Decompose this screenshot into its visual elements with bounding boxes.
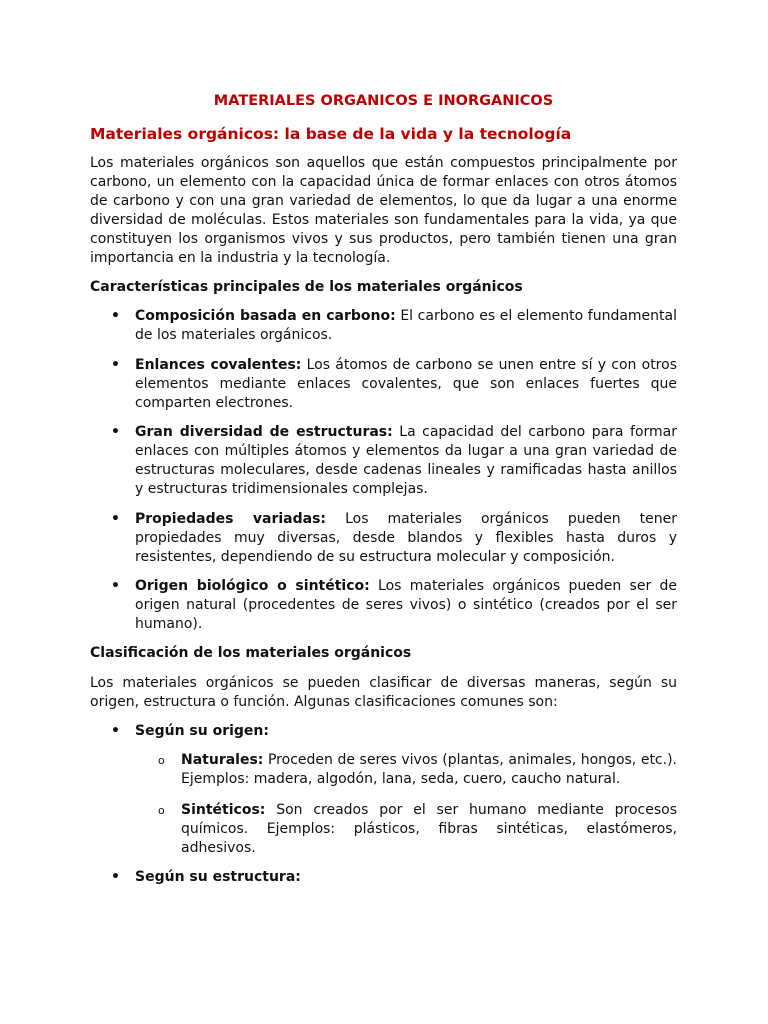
- structure-label: Según su estructura:: [135, 869, 301, 885]
- classification-heading: Clasificación de los materiales orgánicos: [90, 645, 412, 661]
- item-term: Origen biológico o sintético:: [135, 578, 370, 594]
- list-item: [111, 868, 677, 887]
- characteristics-heading: Características principales de los materiales orgánicos: [90, 279, 523, 295]
- origin-label: Según su origen:: [135, 723, 269, 739]
- list-item: [111, 577, 677, 634]
- list-item: [111, 722, 677, 741]
- classification-intro: Los materiales orgánicos se pueden clasificar de diversas maneras, según su origen, estructura o función. Algunas clasificaciones comunes son:: [90, 675, 677, 710]
- intro-paragraph: Los materiales orgánicos son aquellos que están compuestos principalmente por carbono, un elemento con la capacidad única de formar enlaces con otros átomos de carbono y con una gran variedad de elementos, lo que da lugar a una enorme diversidad de moléculas. Estos materiales son fundamentales para la vida, ya que constituyen los organismos vivos y sus productos, pero también tienen una gran importancia en la industria y la tecnología.: [90, 155, 677, 266]
- sub-list-item: [158, 801, 677, 858]
- list-item: [111, 510, 677, 567]
- item-term: Enlances covalentes:: [135, 357, 302, 373]
- item-text: Los materiales orgánicos pueden tener propiedades muy diversas, desde blandos y flexibles hasta duros y resistentes, dependiendo de su estructura molecular y composición.: [135, 511, 677, 565]
- item-text: Los materiales orgánicos pueden ser de origen natural (procedentes de seres vivos) o sintético (creados por el ser humano).: [135, 578, 677, 632]
- bullet-icon: •: [111, 869, 120, 885]
- item-term: Sintéticos:: [181, 802, 266, 818]
- item-term: Naturales:: [181, 752, 264, 768]
- bullet-icon: •: [111, 424, 120, 440]
- item-text: La capacidad del carbono para formar enlaces con múltiples átomos y elementos da lugar a una gran variedad de estructuras moleculares, desde cadenas lineales y ramificadas hasta anillos y estructuras tridimensionales complejas.: [135, 424, 677, 497]
- bullet-icon: •: [111, 511, 120, 527]
- section-title: Materiales orgánicos: la base de la vida y la tecnología: [90, 125, 572, 143]
- list-item: [111, 423, 677, 499]
- item-text: Los átomos de carbono se unen entre sí y con otros elementos mediante enlaces covalentes, que son enlaces fuertes que comparten electrones.: [135, 357, 677, 411]
- item-term: Composición basada en carbono:: [135, 308, 396, 324]
- document-title: MATERIALES ORGANICOS E INORGANICOS: [213, 93, 554, 109]
- circle-bullet-icon: o: [158, 754, 165, 767]
- bullet-icon: •: [111, 357, 120, 373]
- bullet-icon: •: [111, 723, 120, 739]
- list-item: [111, 307, 677, 345]
- item-term: Gran diversidad de estructuras:: [135, 424, 393, 440]
- bullet-icon: •: [111, 308, 120, 324]
- sub-list-item: [158, 751, 677, 789]
- circle-bullet-icon: o: [158, 804, 165, 817]
- list-item: [111, 356, 677, 413]
- item-term: Propiedades variadas:: [135, 511, 327, 527]
- item-text: El carbono es el elemento fundamental de los materiales orgánicos.: [135, 308, 677, 343]
- item-text: Son creados por el ser humano mediante procesos químicos. Ejemplos: plásticos, fibras sintéticas, elastómeros, adhesivos.: [181, 802, 677, 856]
- bullet-icon: •: [111, 578, 120, 594]
- item-text: Proceden de seres vivos (plantas, animales, hongos, etc.). Ejemplos: madera, algodón, lana, seda, cuero, caucho natural.: [181, 752, 677, 787]
